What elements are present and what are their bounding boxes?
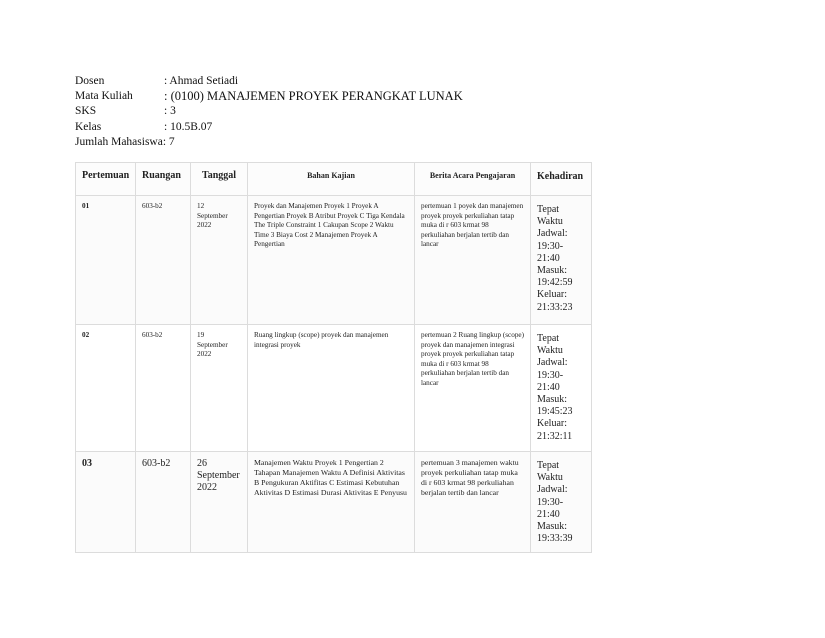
jumlah-row [75,135,463,150]
table-header-row [76,163,592,196]
cell-berita-acara: pertemuan 1 poyek dan manajemen proyek proyek perkuliahan tatap muka di r 603 krmat 98 perkuliahan berjalan tertib dan lancar [415,196,531,325]
table-row [76,196,592,325]
cell-pertemuan: 03 [76,452,136,553]
matkul-value: : (0100) MANAJEMEN PROYEK PERANGKAT LUNAK [164,89,463,104]
cell-berita-acara: pertemuan 3 manajemen waktu proyek perkuliahan tatap muka di r 603 krmat 98 perkuliahan berjalan tertib dan lancar [415,452,531,553]
kelas-value: : 10.5B.07 [164,120,213,133]
cell-kehadiran: Tepat Waktu Jadwal: 19:30- 21:40 Masuk: 19:42:59 Keluar: 21:33:23 [531,196,592,325]
cell-tanggal: 12 September 2022 [191,196,248,325]
dosen-label: Dosen [75,75,105,87]
cell-ruangan: 603-b2 [136,452,191,553]
header-berita-acara: Berita Acara Pengajaran [415,163,531,196]
sks-label: SKS [75,105,97,118]
jumlah-value: : 7 [162,135,175,148]
header-kehadiran: Kehadiran [531,163,592,196]
cell-berita-acara: pertemuan 2 Ruang lingkup (scope) proyek dan manajemen integrasi proyek proyek perkuliahan tatap muka di r 603 krmat 98 perkuliahan berjalan tertib dan lancar [415,325,531,452]
jumlah-label: Jumlah Mahasiswa [75,135,163,148]
matkul-row [75,89,463,104]
table-row [76,325,592,452]
cell-bahan-kajian: Ruang lingkup (scope) proyek dan manajemen integrasi proyek [248,325,415,452]
cell-kehadiran: Tepat Waktu Jadwal: 19:30- 21:40 Masuk: 19:33:39 [531,452,592,553]
cell-bahan-kajian: Manajemen Waktu Proyek 1 Pengertian 2 Tahapan Manajemen Waktu A Definisi Aktivitas B Pengukuran Aktifitas C Estimasi Kebutuhan Aktivitas D Estimasi Durasi Aktivitas E Penyusu [248,452,415,553]
dosen-value: : Ahmad Setiadi [164,75,239,87]
cell-pertemuan: 02 [76,325,136,452]
header-tanggal: Tanggal [191,163,248,196]
cell-tanggal: 19 September 2022 [191,325,248,452]
cell-bahan-kajian: Proyek dan Manajemen Proyek 1 Proyek A Pengertian Proyek B Atribut Proyek C Tiga Kendala The Triple Constraint 1 Cakupan Scope 2 Waktu Time 3 Biaya Cost 2 Manajemen Proyek A Pengertian [248,196,415,325]
kelas-row [75,120,463,135]
cell-ruangan: 603-b2 [136,196,191,325]
cell-pertemuan: 01 [76,196,136,325]
matkul-label: Mata Kuliah [75,90,133,103]
header-bahan-kajian: Bahan Kajian [248,163,415,196]
header-pertemuan: Pertemuan [76,163,136,196]
kelas-label: Kelas [75,120,102,133]
cell-kehadiran: Tepat Waktu Jadwal: 19:30- 21:40 Masuk: 19:45:23 Keluar: 21:32:11 [531,325,592,452]
course-info [75,74,463,150]
sks-row [75,104,463,119]
cell-tanggal: 26 September 2022 [191,452,248,553]
sks-value: : 3 [164,105,176,118]
dosen-row [75,74,463,89]
teaching-log-table [75,162,592,553]
table-row [76,452,592,553]
header-ruangan: Ruangan [136,163,191,196]
cell-ruangan: 603-b2 [136,325,191,452]
